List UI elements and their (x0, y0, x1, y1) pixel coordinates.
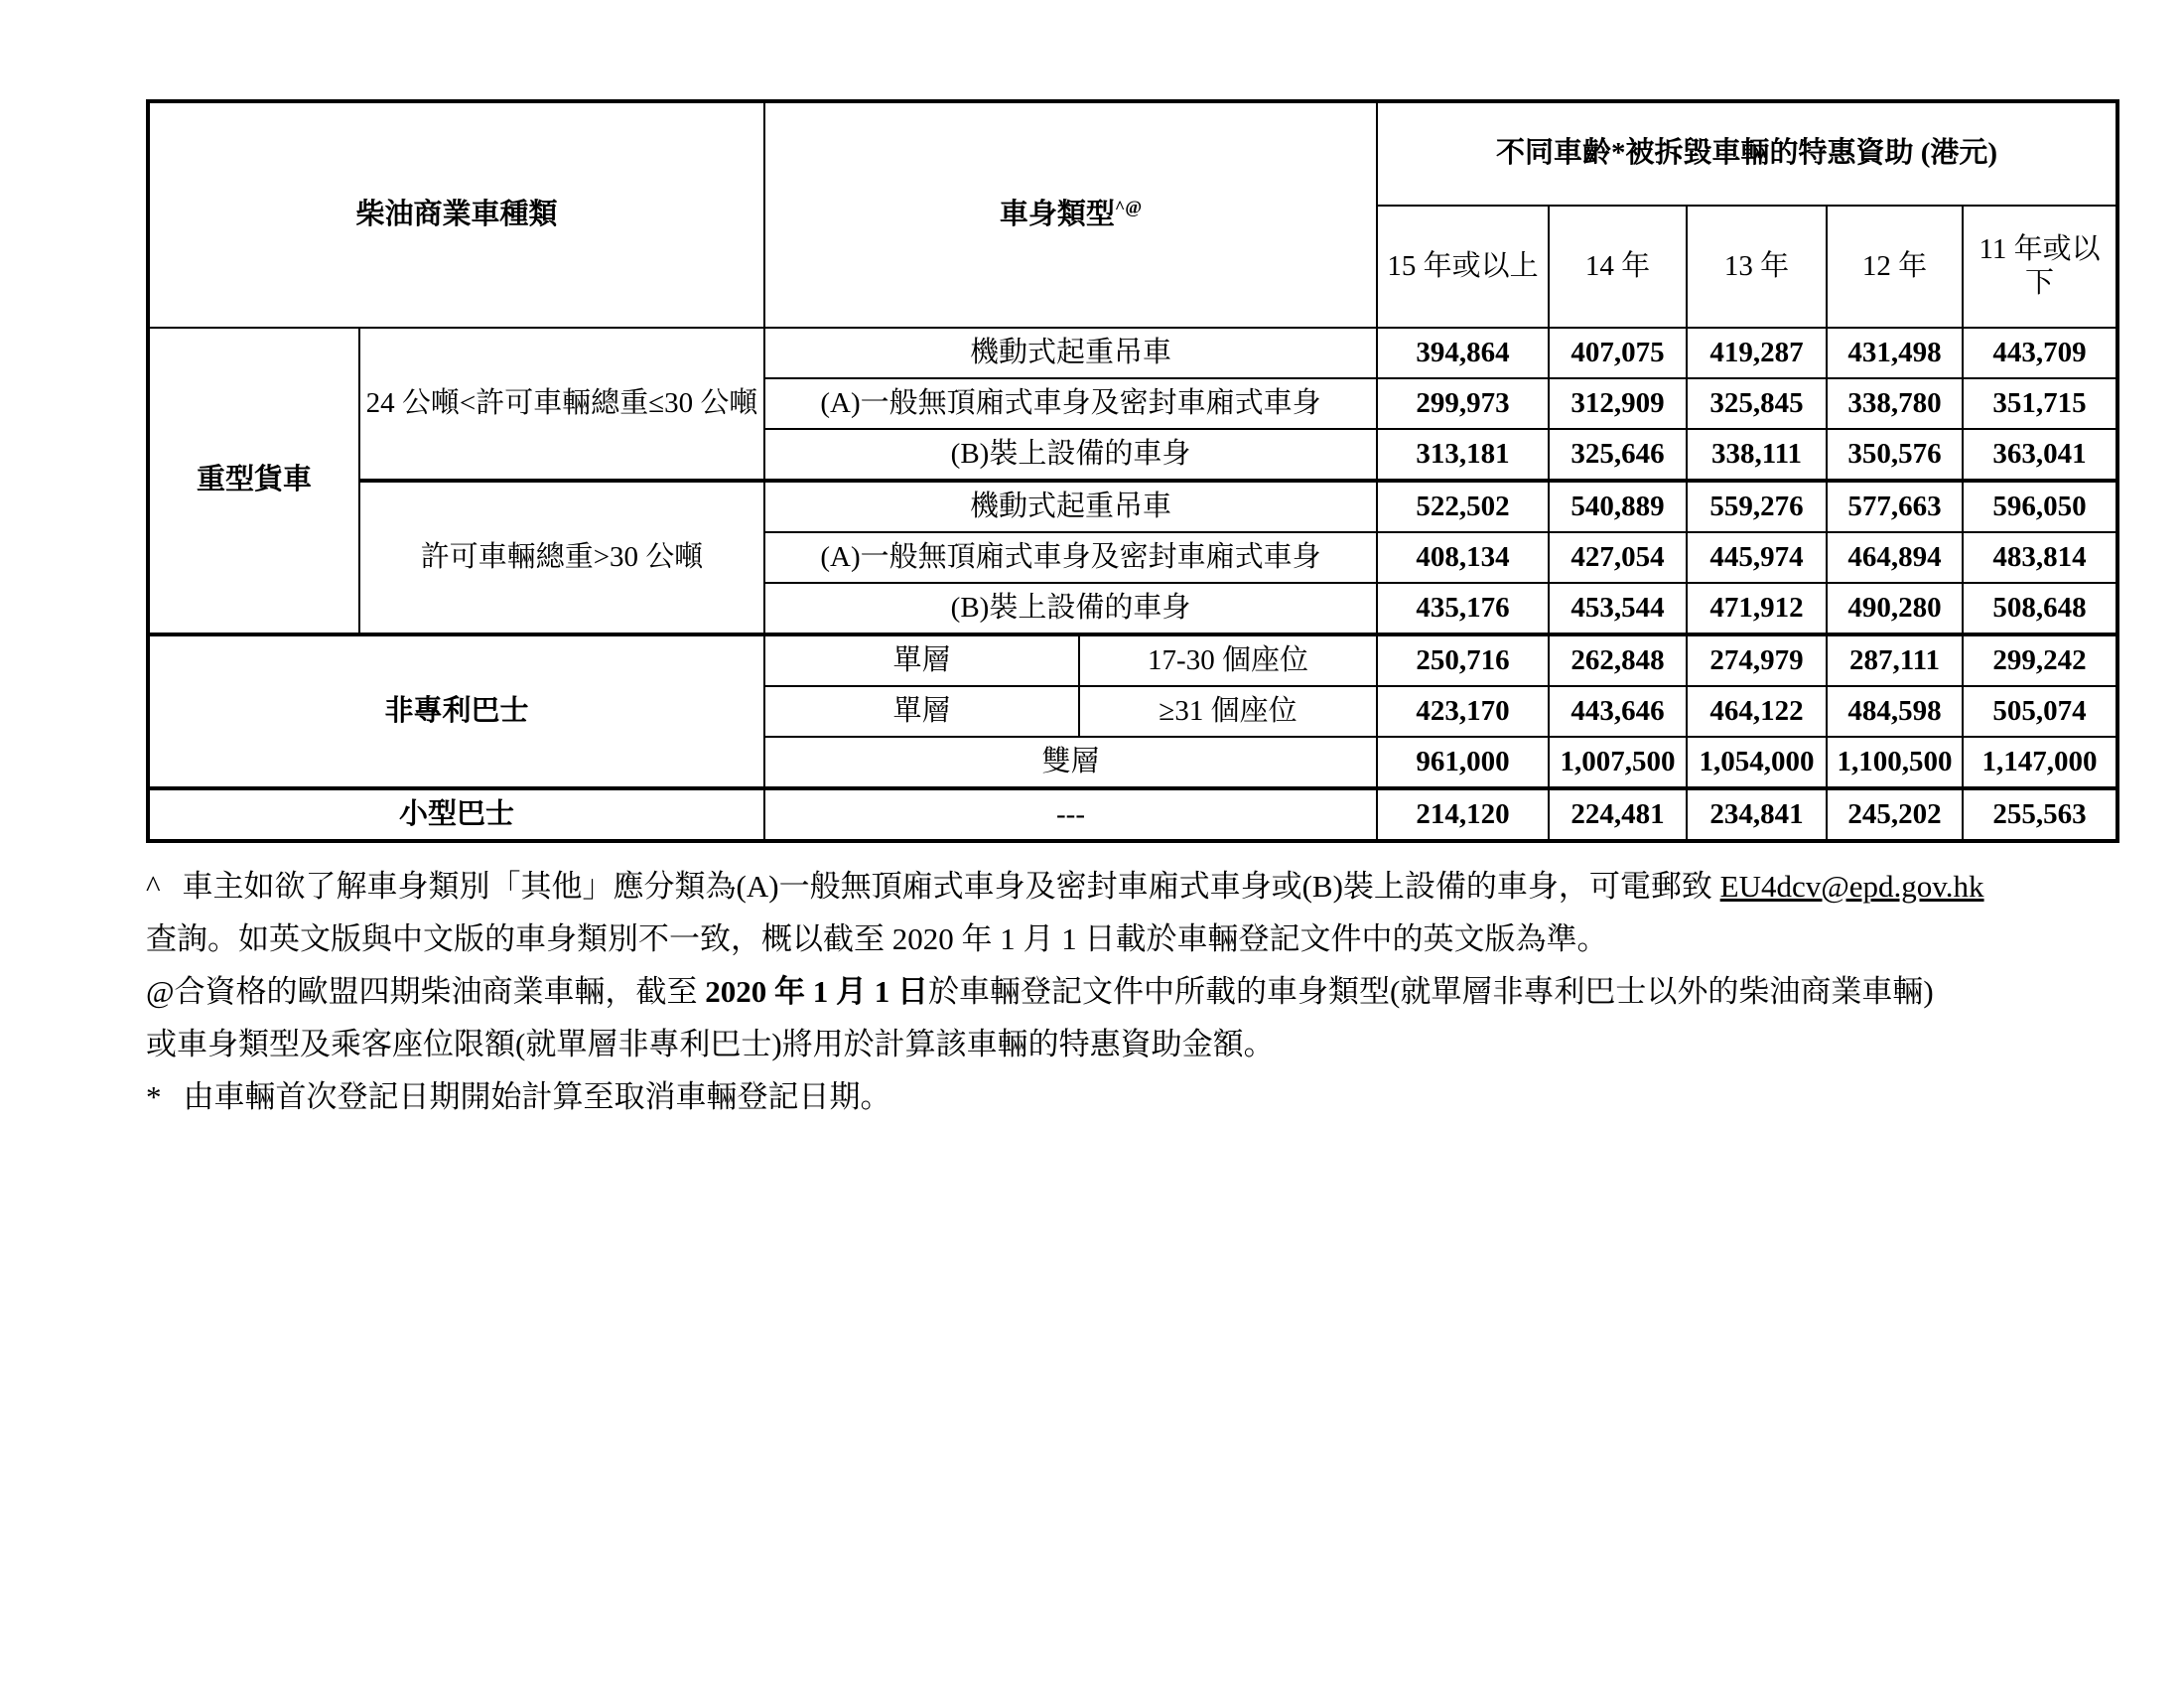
header-body-type (764, 101, 1377, 328)
value-cell: 394,864 (1377, 328, 1549, 378)
value-cell: 287,111 (1827, 634, 1963, 686)
caret-marker: ^ (146, 869, 161, 904)
value-cell: 1,147,000 (1963, 737, 2117, 788)
value-cell: 435,176 (1377, 583, 1549, 634)
header-age-15plus: 15 年或以上 (1377, 206, 1549, 328)
bus-seats-cell: 17-30 個座位 (1079, 634, 1377, 686)
value-cell: 325,646 (1549, 429, 1687, 481)
header-age-13: 13 年 (1687, 206, 1827, 328)
value-cell: 427,054 (1549, 532, 1687, 583)
value-cell: 464,122 (1687, 686, 1827, 737)
value-cell: 1,007,500 (1549, 737, 1687, 788)
value-cell: 505,074 (1963, 686, 2117, 737)
header-vehicle-type: 柴油商業車種類 (148, 101, 764, 328)
value-cell: 471,912 (1687, 583, 1827, 634)
body-type-cell: 機動式起重吊車 (764, 481, 1377, 532)
value-cell: 245,202 (1827, 788, 1963, 841)
value-cell: 262,848 (1549, 634, 1687, 686)
footnote-at-line2: 或車身類型及乘客座位限額(就單層非專利巴士)將用於計算該車輛的特惠資助金額。 (146, 1027, 1275, 1061)
header-subsidy-title: 不同車齡*被拆毀車輛的特惠資助 (港元) (1377, 101, 2117, 206)
body-type-cell: (A)一般無頂廂式車身及密封車廂式車身 (764, 532, 1377, 583)
value-cell: 577,663 (1827, 481, 1963, 532)
value-cell: 453,544 (1549, 583, 1687, 634)
weight-class-24-30t: 24 公噸<許可車輛總重≤30 公噸 (359, 328, 764, 481)
value-cell: 596,050 (1963, 481, 2117, 532)
bus-deck-cell: 單層 (764, 634, 1079, 686)
value-cell: 350,576 (1827, 429, 1963, 481)
body-type-cell: 機動式起重吊車 (764, 328, 1377, 378)
value-cell: 234,841 (1687, 788, 1827, 841)
bus-seats-cell: ≥31 個座位 (1079, 686, 1377, 737)
asterisk-marker: * (146, 1079, 162, 1114)
value-cell: 313,181 (1377, 429, 1549, 481)
value-cell: 445,974 (1687, 532, 1827, 583)
value-cell: 312,909 (1549, 378, 1687, 429)
bus-deck-cell: 雙層 (764, 737, 1377, 788)
value-cell: 1,054,000 (1687, 737, 1827, 788)
value-cell: 408,134 (1377, 532, 1549, 583)
subsidy-table (146, 99, 2119, 843)
footnotes (146, 860, 2121, 1123)
weight-class-over-30t: 許可車輛總重>30 公噸 (359, 481, 764, 634)
email-link[interactable]: EU4dcv@epd.gov.hk (1719, 869, 1984, 904)
body-type-cell: (A)一般無頂廂式車身及密封車廂式車身 (764, 378, 1377, 429)
footnote-at-prefix: @合資格的歐盟四期柴油商業車輛，截至 (146, 974, 706, 1009)
row-group-heavy-truck: 重型貨車 (148, 328, 359, 634)
value-cell: 325,845 (1687, 378, 1827, 429)
value-cell: 224,481 (1549, 788, 1687, 841)
value-cell: 1,100,500 (1827, 737, 1963, 788)
value-cell: 559,276 (1687, 481, 1827, 532)
value-cell: 484,598 (1827, 686, 1963, 737)
footnote-at-bold-date: 2020 年 1 月 1 日 (705, 974, 929, 1009)
value-cell: 214,120 (1377, 788, 1549, 841)
footnote-caret-line2: 查詢。如英文版與中文版的車身類別不一致，概以截至 2020 年 1 月 1 日載於車輛登記文件中的英文版為準。 (146, 921, 1608, 956)
footnote-at-suffix: 於車輛登記文件中所載的車身類型(就單層非專利巴士以外的柴油商業車輛) (928, 974, 1934, 1009)
value-cell: 351,715 (1963, 378, 2117, 429)
value-cell: 423,170 (1377, 686, 1549, 737)
value-cell: 431,498 (1827, 328, 1963, 378)
header-body-type-superscript: ^@ (1114, 197, 1143, 217)
row-group-minibus: 小型巴士 (148, 788, 764, 841)
value-cell: 419,287 (1687, 328, 1827, 378)
footnote-at-line1 (146, 965, 2121, 1018)
value-cell: 299,973 (1377, 378, 1549, 429)
bus-deck-cell: 單層 (764, 686, 1079, 737)
value-cell: 443,646 (1549, 686, 1687, 737)
value-cell: 483,814 (1963, 532, 2117, 583)
footnote-asterisk (146, 1070, 2121, 1123)
value-cell: 407,075 (1549, 328, 1687, 378)
value-cell: 443,709 (1963, 328, 2117, 378)
value-cell: 299,242 (1963, 634, 2117, 686)
value-cell: 540,889 (1549, 481, 1687, 532)
header-age-14: 14 年 (1549, 206, 1687, 328)
header-age-12: 12 年 (1827, 206, 1963, 328)
value-cell: 250,716 (1377, 634, 1549, 686)
value-cell: 961,000 (1377, 737, 1549, 788)
footnote-caret-line1 (146, 860, 2121, 913)
value-cell: 338,111 (1687, 429, 1827, 481)
value-cell: 508,648 (1963, 583, 2117, 634)
footnote-caret-text: 車主如欲了解車身類別「其他」應分類為(A)一般無頂廂式車身及密封車廂式車身或(B)裝上設備的車身，可電郵致 (182, 869, 1720, 904)
body-type-cell: (B)裝上設備的車身 (764, 583, 1377, 634)
header-body-type-text: 車身類型 (999, 198, 1115, 230)
value-cell: 338,780 (1827, 378, 1963, 429)
minibus-body-cell: --- (764, 788, 1377, 841)
value-cell: 522,502 (1377, 481, 1549, 532)
body-type-cell: (B)裝上設備的車身 (764, 429, 1377, 481)
value-cell: 363,041 (1963, 429, 2117, 481)
value-cell: 274,979 (1687, 634, 1827, 686)
header-age-11less: 11 年或以下 (1963, 206, 2117, 328)
value-cell: 255,563 (1963, 788, 2117, 841)
footnote-asterisk-text: 由車輛首次登記日期開始計算至取消車輛登記日期。 (183, 1079, 891, 1114)
value-cell: 464,894 (1827, 532, 1963, 583)
value-cell: 490,280 (1827, 583, 1963, 634)
row-group-non-franchised-bus: 非專利巴士 (148, 634, 764, 788)
